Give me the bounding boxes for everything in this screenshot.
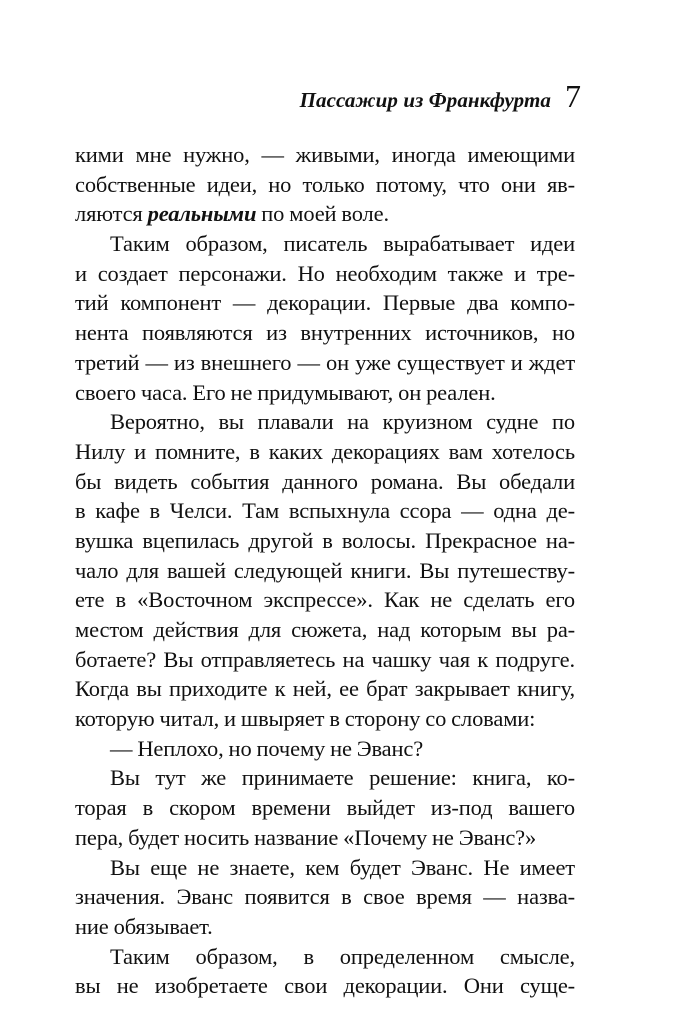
text-line: местом действия для сюжета, над которым вы ра- xyxy=(75,617,575,642)
page-number: 7 xyxy=(565,78,581,114)
text-line: Вы тут же принимаете решение: книга, ко- xyxy=(110,765,575,791)
text-line: собственные идеи, но только потому, что они яв- xyxy=(75,171,575,197)
text-fragment: по моей воле. xyxy=(256,201,389,227)
text-line: ете в «Восточном экспрессе». Как не сделать его xyxy=(75,587,575,613)
text-line: значения. Эванс появится в свое время — назва- xyxy=(75,884,575,910)
text-line: — Неплохо, но почему не Эванс? xyxy=(110,735,424,761)
text-line: кими мне нужно, — живыми, иногда имеющими xyxy=(75,142,575,167)
text-line: вы не изобретаете свои декорации. Они суще- xyxy=(75,973,575,999)
text-line: и создает персонажи. Но необходим также и тре- xyxy=(75,260,575,286)
running-header xyxy=(300,80,581,113)
text-line: третий — из внешнего — он уже существует и ждет xyxy=(75,349,575,375)
text-line: нента появляются из внутренних источников, но xyxy=(75,320,575,346)
text-line: торая в скором времени выйдет из-под вашего xyxy=(75,795,575,821)
text-line: Таким образом, в определенном смысле, xyxy=(110,943,575,969)
text-line: своего часа. Его не придумывают, он реален. xyxy=(75,379,496,405)
header-title: Пассажир из Франкфурта xyxy=(299,88,551,112)
emphasized-word: реальными xyxy=(147,201,257,227)
text-line: чало для вашей следующей книги. Вы путешеству- xyxy=(75,557,575,583)
text-line: бы видеть события данного романа. Вы обедали xyxy=(75,468,575,494)
text-line: тий компонент — декорации. Первые два компо- xyxy=(75,290,575,316)
text-line: Таким образом, писатель вырабатывает идеи xyxy=(110,231,575,257)
text-line: ботаете? Вы отправляетесь на чашку чая к подруге. xyxy=(75,646,575,672)
text-line: в кафе в Челси. Там вспыхнула ссора — одна де- xyxy=(75,498,575,524)
text-line: Нилу и помните, в каких декорациях вам хотелось xyxy=(75,438,575,464)
text-fragment: ляются xyxy=(75,201,148,227)
text-line xyxy=(75,199,575,229)
text-line: которую читал, и швыряет в сторону со словами: xyxy=(75,706,536,732)
text-line: Вероятно, вы плавали на круизном судне по xyxy=(110,409,575,435)
text-line: Вы еще не знаете, кем будет Эванс. Не имеет xyxy=(110,854,575,880)
text-line: пера, будет носить название «Почему не Эванс?» xyxy=(75,824,537,850)
text-line: Когда вы приходите к ней, ее брат закрывает книгу, xyxy=(75,676,575,702)
body-text xyxy=(75,140,575,1001)
text-line: ние обязывает. xyxy=(75,913,213,939)
text-line: вушка вцепилась другой в волосы. Прекрасное на- xyxy=(75,527,575,553)
